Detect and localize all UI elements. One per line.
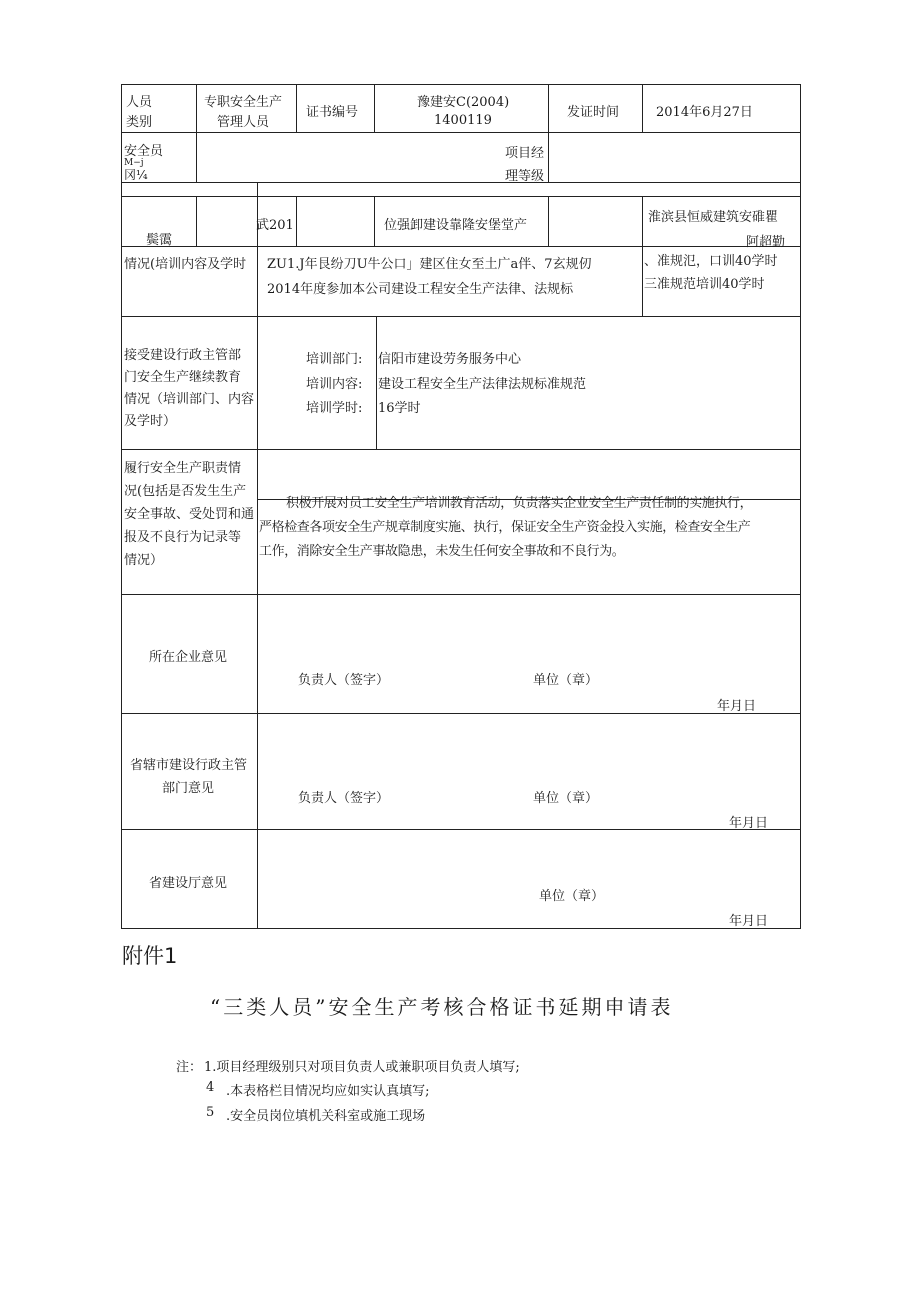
dept-label: 培训部门: — [306, 352, 363, 367]
col-divider — [642, 84, 643, 132]
page-title: “三类人员”安全生产考核合格证书延期申请表 — [210, 995, 674, 1019]
table-border-right — [800, 84, 801, 929]
col-divider — [196, 84, 197, 132]
row-divider — [121, 196, 801, 197]
row-divider — [121, 316, 801, 317]
province-opinion-label: 省建设厅意见 — [149, 876, 228, 891]
row-divider — [121, 829, 801, 830]
post-label: 安全员 — [124, 144, 164, 159]
training-text: 三准规范培训40学时 — [644, 277, 765, 292]
continuing-edu-label: 情况（培训部门、内容 — [124, 392, 255, 407]
company-opinion-label: 所在企业意见 — [149, 650, 228, 665]
col-divider — [642, 196, 643, 246]
garbled-cell: 淮滨县恒威建筑安碓瞿 — [648, 210, 779, 225]
training-text: 、准规氾，口训40学时 — [644, 254, 778, 269]
content-value: 建设工程安全生产法律法规标准规范 — [378, 377, 587, 392]
col-divider — [374, 84, 375, 132]
duty-text: 工作，消除安全生产事故隐患，未发生任何安全事故和不良行为。 — [259, 544, 625, 559]
issue-date-value: 2014年6月27日 — [656, 105, 753, 120]
col-divider — [376, 316, 377, 449]
post-label: 冈¼ — [124, 168, 148, 182]
unit-seal-label: 单位（章） — [539, 889, 605, 904]
continuing-edu-label: 及学时） — [124, 414, 177, 429]
duty-label: 报及不良行为记录等 — [124, 530, 242, 545]
cert-no-label: 证书编号 — [306, 105, 359, 120]
unit-seal-label: 单位（章） — [533, 673, 599, 688]
col-divider — [296, 84, 297, 132]
col-divider — [642, 246, 643, 316]
note-item: 1.项目经理级别只对项目负责人或兼职项目负责人填写; — [204, 1060, 520, 1075]
training-text: 2014年度参加本公司建设工程安全生产法律、法规标 — [267, 282, 574, 297]
col-divider — [374, 196, 375, 246]
row-divider — [121, 246, 801, 247]
unit-seal-label: 单位（章） — [533, 791, 599, 806]
pm-level-label: 项目经 — [505, 146, 545, 161]
col-divider — [548, 196, 549, 246]
row-divider — [121, 449, 801, 450]
note-item: .安全员岗位填机关科室或施工现场 — [226, 1109, 426, 1124]
col-divider — [548, 132, 549, 182]
signer-label: 负责人（签字） — [298, 673, 390, 688]
col-divider — [548, 84, 549, 132]
garbled-cell: 阿超勤 — [746, 235, 786, 250]
city-dept-opinion-label: 省辖市建设行政主管 — [130, 758, 248, 773]
notes-prefix: 注： — [176, 1060, 203, 1075]
signer-label: 负责人（签字） — [298, 791, 390, 806]
col-divider — [257, 182, 258, 196]
row-divider — [121, 182, 801, 183]
cert-no-value: 1400119 — [434, 113, 492, 128]
col-divider — [296, 196, 297, 246]
garbled-cell: 武201 — [256, 218, 294, 233]
col-divider — [196, 132, 197, 182]
row-divider — [121, 132, 801, 133]
garbled-cell: 位强卸建设靠隆安堡堂产 — [384, 218, 528, 233]
date-label: 年月日 — [729, 914, 769, 929]
category-value: 专职安全生产 — [204, 95, 283, 110]
dept-value: 信阳市建设劳务服务中心 — [378, 352, 522, 367]
city-dept-opinion-label: 部门意见 — [162, 781, 215, 796]
note-number: 4 — [206, 1080, 215, 1095]
category-label: 类别 — [126, 115, 153, 130]
post-label: M−j — [124, 158, 144, 168]
duty-text: 严格检查各项安全生产规章制度实施、执行，保证安全生产资金投入实施，检查安全生产 — [259, 520, 751, 535]
col-divider — [196, 196, 197, 246]
category-value: 管理人员 — [217, 115, 270, 130]
date-label: 年月日 — [729, 816, 769, 831]
table-border-left — [121, 84, 122, 929]
row-divider — [121, 713, 801, 714]
note-item: .本表格栏目情况均应如实认真填写; — [226, 1084, 430, 1099]
content-label: 培训内容: — [306, 377, 363, 392]
duty-label: 况(包括是否发生生产 — [124, 484, 247, 499]
continuing-edu-label: 接受建设行政主管部 — [124, 348, 242, 363]
hours-label: 培训学时: — [306, 401, 363, 416]
cert-no-value: 豫建安C(2004) — [417, 95, 510, 110]
duty-text: 积极开展对员工安全生产培训教育活动，负责落实企业安全生产责任制的实施执行， — [286, 496, 753, 511]
attachment-label: 附件1 — [122, 944, 178, 968]
continuing-edu-label: 门安全生产继续教育 — [124, 370, 242, 385]
issue-date-label: 发证时间 — [567, 105, 620, 120]
hours-value: 16学时 — [378, 401, 421, 416]
table-border-bottom — [121, 928, 801, 929]
training-label: 情况(培训内容及学时 — [124, 257, 247, 272]
col-divider — [257, 246, 258, 316]
note-number: 5 — [206, 1105, 215, 1120]
col-divider — [257, 316, 258, 449]
row-divider — [121, 594, 801, 595]
duty-label: 安全事故、受处罚和通 — [124, 507, 255, 522]
col-divider — [257, 449, 258, 929]
category-label: 人员 — [126, 95, 153, 110]
training-text: ZU1.J年艮纷刀U牛公口」建区住女至土广a伴、7玄规仞 — [267, 257, 592, 272]
duty-label: 情况） — [124, 553, 164, 568]
duty-label: 履行安全生产职责情 — [124, 461, 242, 476]
pm-level-label: 理等级 — [505, 169, 545, 184]
garbled-cell: 鬓霭 — [146, 233, 173, 248]
date-label: 年月日 — [717, 699, 757, 714]
table-border-top — [121, 84, 801, 85]
